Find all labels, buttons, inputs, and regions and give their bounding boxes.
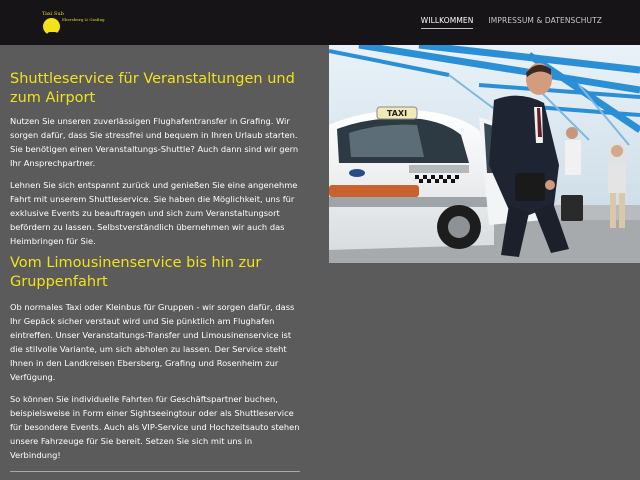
heading-limousinenservice: Vom Limousinenservice bis hin zur Gruppenfahrt xyxy=(10,255,262,290)
content-divider xyxy=(10,471,300,472)
hero-photo-taxi-airport xyxy=(329,45,640,263)
paragraph-flughafentransfer: Nutzen Sie unseren zuverlässigen Flughafentransfer in Grafing. Wir sorgen dafür, dass Sie stressfrei und bequem in Ihren Urlaub starten. Sie benötigen einen Veranstaltungs-Shuttle? Auch dann sind wir gern Ihr Ansprechpartner. xyxy=(10,116,299,168)
taxi-logo-icon xyxy=(43,18,60,35)
nav-willkommen[interactable]: WILLKOMMEN xyxy=(421,16,474,29)
paragraph-shuttleservice-events: Lehnen Sie sich entspannt zurück und genießen Sie eine angenehme Fahrt mit unserem Shuttleservice. Sie haben die Möglichkeit, uns für exklusive Events zu beauftragen und sich zum Veranstaltungsort befördern zu lassen. Selbstverständlich übernehmen wir auch das Heimbringen für Sie. xyxy=(10,180,298,246)
taxi-sign-text: TAXI xyxy=(386,109,408,118)
paragraph-vip-service: So können Sie individuelle Fahrten für Geschäftspartner buchen, beispielsweise in Form einer Sightseeingtour oder als Shuttleservice für besondere Events. Auch als VIP-Service und Hochzeitsauto stehen unsere Fahrzeuge für Sie bereit. Setzen Sie sich mit uns in Verbindung! xyxy=(10,394,300,460)
site-header xyxy=(0,0,640,45)
nav-impressum-datenschutz[interactable]: IMPRESSUM & DATENSCHUTZ xyxy=(488,16,602,25)
main-nav xyxy=(421,16,602,29)
heading-shuttleservice: Shuttleservice für Veranstaltungen und zum Airport xyxy=(10,71,295,106)
site-logo[interactable] xyxy=(42,10,122,38)
paragraph-gruppenfahrt: Ob normales Taxi oder Kleinbus für Gruppen - wir sorgen dafür, dass Ihr Gepäck sicher verstaut wird und Sie pünktlich am Flughafen eintreffen. Unser Veranstaltungs-Transfer und Limousinenservice ist die stilvolle Variante, um sich abholen zu lassen. Der Service steht Ihnen in den Landkreisen Ebersberg, Grafing und Rosenheim zur Verfügung. xyxy=(10,302,295,382)
car-icon xyxy=(47,32,58,38)
logo-title: Taxi Sub xyxy=(42,11,64,17)
main-content xyxy=(10,70,302,462)
logo-subtitle: Ebersberg & Grafing xyxy=(62,17,105,22)
